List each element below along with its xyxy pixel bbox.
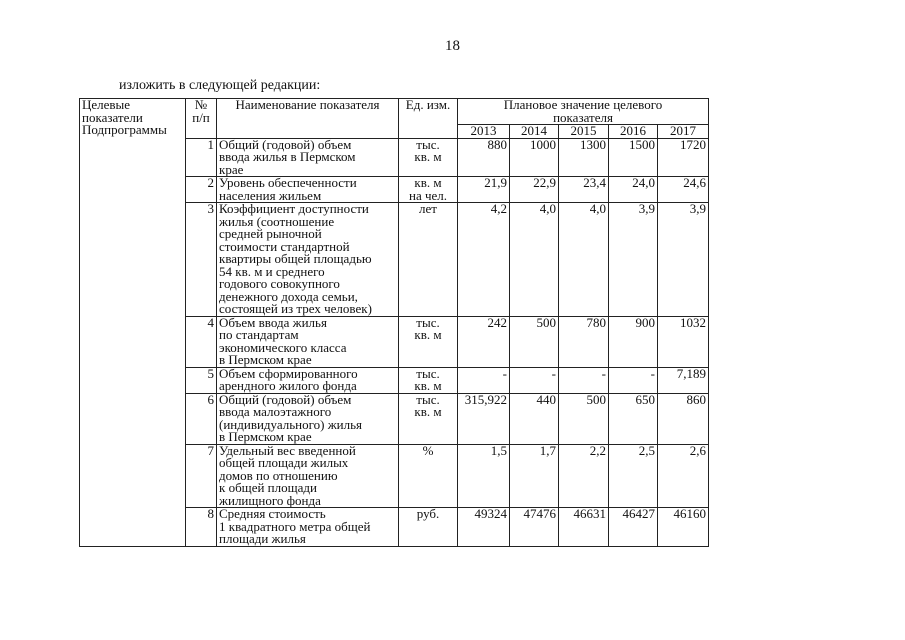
unit-line: кв. м	[414, 378, 442, 393]
row-number: 8	[186, 508, 217, 547]
indicator-name-line: жилья (соотношение	[219, 213, 335, 229]
row-number: 2	[186, 177, 217, 203]
table-row	[80, 203, 709, 317]
year-value-cell: -	[609, 367, 658, 393]
year-value-cell: 1500	[609, 138, 658, 177]
year-value-cell: 3,9	[658, 203, 709, 317]
unit-line: тыс.	[416, 316, 440, 330]
table-row	[80, 367, 709, 393]
indicator-name-line: годового совокупного	[219, 276, 340, 291]
header-num	[186, 99, 217, 139]
year-value-cell: 4,0	[559, 203, 609, 317]
year-value-cell: 860	[658, 393, 709, 444]
table-row	[80, 138, 709, 177]
unit-line: кв. м	[414, 327, 442, 342]
indicator-name	[217, 393, 399, 444]
table-row	[80, 508, 709, 547]
year-value-cell: 21,9	[458, 177, 510, 203]
year-value-cell: 49324	[458, 508, 510, 547]
unit-line: на чел.	[408, 187, 448, 203]
header-year: 2016	[609, 125, 658, 139]
unit-cell	[399, 177, 458, 203]
header-planned-line: Плановое значение целевого	[503, 98, 663, 112]
row-number: 4	[186, 316, 217, 367]
row-number: 1	[186, 138, 217, 177]
year-value-cell: 1032	[658, 316, 709, 367]
year-value-cell: 440	[510, 393, 559, 444]
header-goal	[80, 99, 186, 139]
indicator-name-line: квартиры общей площадью	[219, 251, 372, 266]
header-planned-line: показателя	[553, 109, 613, 125]
unit-line: кв. м	[414, 404, 442, 419]
indicator-name-line: состоящей из трех человек)	[219, 301, 372, 316]
indicator-name	[217, 508, 399, 547]
indicator-name	[217, 367, 399, 393]
header-year: 2017	[658, 125, 709, 139]
indicator-name	[217, 138, 399, 177]
header-year: 2013	[458, 125, 510, 139]
unit-cell	[399, 508, 458, 547]
indicator-name-line: Общий (годовой) объем	[219, 393, 352, 407]
row-number: 5	[186, 367, 217, 393]
indicator-name-line: в Пермском крае	[219, 429, 312, 444]
year-value-cell: 24,6	[658, 177, 709, 203]
indicator-name-line: (индивидуального) жилья	[219, 416, 363, 432]
unit-line: тыс.	[416, 367, 440, 381]
indicator-name-line: по стандартам	[219, 327, 299, 342]
goal-cell	[80, 138, 186, 177]
year-value-cell: -	[458, 367, 510, 393]
indicator-name-line: стоимости стандартной	[219, 238, 350, 254]
indicator-name-line: Объем ввода жилья	[219, 316, 327, 330]
year-value-cell: -	[510, 367, 559, 393]
unit-line: тыс.	[416, 138, 440, 152]
year-value-cell: 1,7	[510, 444, 559, 508]
year-value-cell: 2,2	[559, 444, 609, 508]
year-value-cell: 46160	[658, 508, 709, 547]
unit-line: руб.	[416, 507, 440, 521]
indicator-name-line: 54 кв. м и среднего	[219, 263, 325, 279]
indicator-name-line: арендного жилого фонда	[219, 378, 357, 393]
target-indicators-table	[79, 98, 709, 547]
unit-line: кв. м	[414, 176, 442, 190]
goal-cell	[80, 203, 186, 317]
header-num-line: п/п	[192, 109, 210, 125]
goal-cell	[80, 367, 186, 393]
indicator-name-line: в Пермском крае	[219, 352, 312, 367]
unit-cell	[399, 203, 458, 317]
table-row	[80, 393, 709, 444]
indicator-name-line: к общей площади	[219, 480, 317, 495]
header-name: Наименование показателя	[217, 99, 399, 139]
indicator-name-line: жилищного фонда	[219, 492, 321, 508]
goal-cell	[80, 508, 186, 547]
header-year: 2015	[559, 125, 609, 139]
year-value-cell: 1,5	[458, 444, 510, 508]
goal-cell	[80, 177, 186, 203]
year-value-cell: 2,5	[609, 444, 658, 508]
year-value-cell: 650	[609, 393, 658, 444]
year-value-cell: 3,9	[609, 203, 658, 317]
indicator-name	[217, 177, 399, 203]
header-goal-line: показатели	[82, 109, 143, 125]
indicator-name-line: Средняя стоимость	[219, 507, 326, 521]
indicator-name-line: Общий (годовой) объем	[219, 138, 352, 152]
indicator-name-line: домов по отношению	[219, 467, 338, 483]
year-value-cell: 46631	[559, 508, 609, 547]
unit-cell	[399, 367, 458, 393]
unit-cell	[399, 316, 458, 367]
year-value-cell: 4,0	[510, 203, 559, 317]
row-number: 7	[186, 444, 217, 508]
indicator-name-line: денежного дохода семьи,	[219, 288, 358, 304]
year-value-cell: 46427	[609, 508, 658, 547]
intro-text: изложить в следующей редакции:	[119, 78, 321, 93]
row-number: 6	[186, 393, 217, 444]
indicator-name-line: экономического класса	[219, 339, 347, 355]
goal-cell	[80, 316, 186, 367]
indicator-name-line: площади жилья	[219, 531, 306, 546]
unit-line: %	[422, 444, 434, 458]
header-num-line: №	[194, 98, 208, 112]
table-row	[80, 444, 709, 508]
table-row	[80, 177, 709, 203]
year-value-cell: 22,9	[510, 177, 559, 203]
indicator-name-line: Объем сформированного	[219, 367, 358, 381]
indicator-name	[217, 316, 399, 367]
indicator-name-line: Коэффициент доступности	[219, 202, 369, 216]
year-value-cell: 4,2	[458, 203, 510, 317]
indicator-name-line: Удельный вес введенной	[219, 444, 356, 458]
indicator-name-line: крае	[219, 161, 244, 177]
unit-cell	[399, 444, 458, 508]
year-value-cell: 880	[458, 138, 510, 177]
header-year: 2014	[510, 125, 559, 139]
indicator-name	[217, 203, 399, 317]
goal-cell	[80, 444, 186, 508]
year-value-cell: 500	[559, 393, 609, 444]
unit-line: тыс.	[416, 393, 440, 407]
year-value-cell: 2,6	[658, 444, 709, 508]
year-value-cell: 1720	[658, 138, 709, 177]
indicator-name-line: средней рыночной	[219, 226, 322, 241]
table-row	[80, 316, 709, 367]
year-value-cell: 1000	[510, 138, 559, 177]
year-value-cell: 24,0	[609, 177, 658, 203]
indicator-name-line: ввода малоэтажного	[219, 404, 332, 419]
year-value-cell: 47476	[510, 508, 559, 547]
header-planned	[458, 99, 709, 125]
header-goal-line: Подпрограммы	[82, 122, 167, 137]
header-goal-line: Целевые	[82, 98, 131, 112]
indicator-name-line: общей площади жилых	[219, 455, 349, 470]
unit-line: лет	[419, 202, 437, 216]
unit-cell	[399, 138, 458, 177]
year-value-cell: 23,4	[559, 177, 609, 203]
year-value-cell: 315,922	[458, 393, 510, 444]
indicator-name-line: Уровень обеспеченности	[219, 176, 357, 190]
unit-cell	[399, 393, 458, 444]
row-number: 3	[186, 203, 217, 317]
year-value-cell: 1300	[559, 138, 609, 177]
goal-cell	[80, 393, 186, 444]
unit-line: кв. м	[414, 149, 442, 164]
year-value-cell: 900	[609, 316, 658, 367]
year-value-cell: 242	[458, 316, 510, 367]
indicator-name-line: населения жильем	[219, 187, 322, 203]
page-number: 18	[445, 38, 460, 54]
year-value-cell: 7,189	[658, 367, 709, 393]
year-value-cell: -	[559, 367, 609, 393]
indicator-name	[217, 444, 399, 508]
indicator-name-line: 1 квадратного метра общей	[219, 518, 371, 534]
header-unit: Ед. изм.	[399, 99, 458, 139]
table-header-row	[80, 99, 709, 125]
indicator-name-line: ввода жилья в Пермском	[219, 149, 356, 164]
year-value-cell: 500	[510, 316, 559, 367]
year-value-cell: 780	[559, 316, 609, 367]
